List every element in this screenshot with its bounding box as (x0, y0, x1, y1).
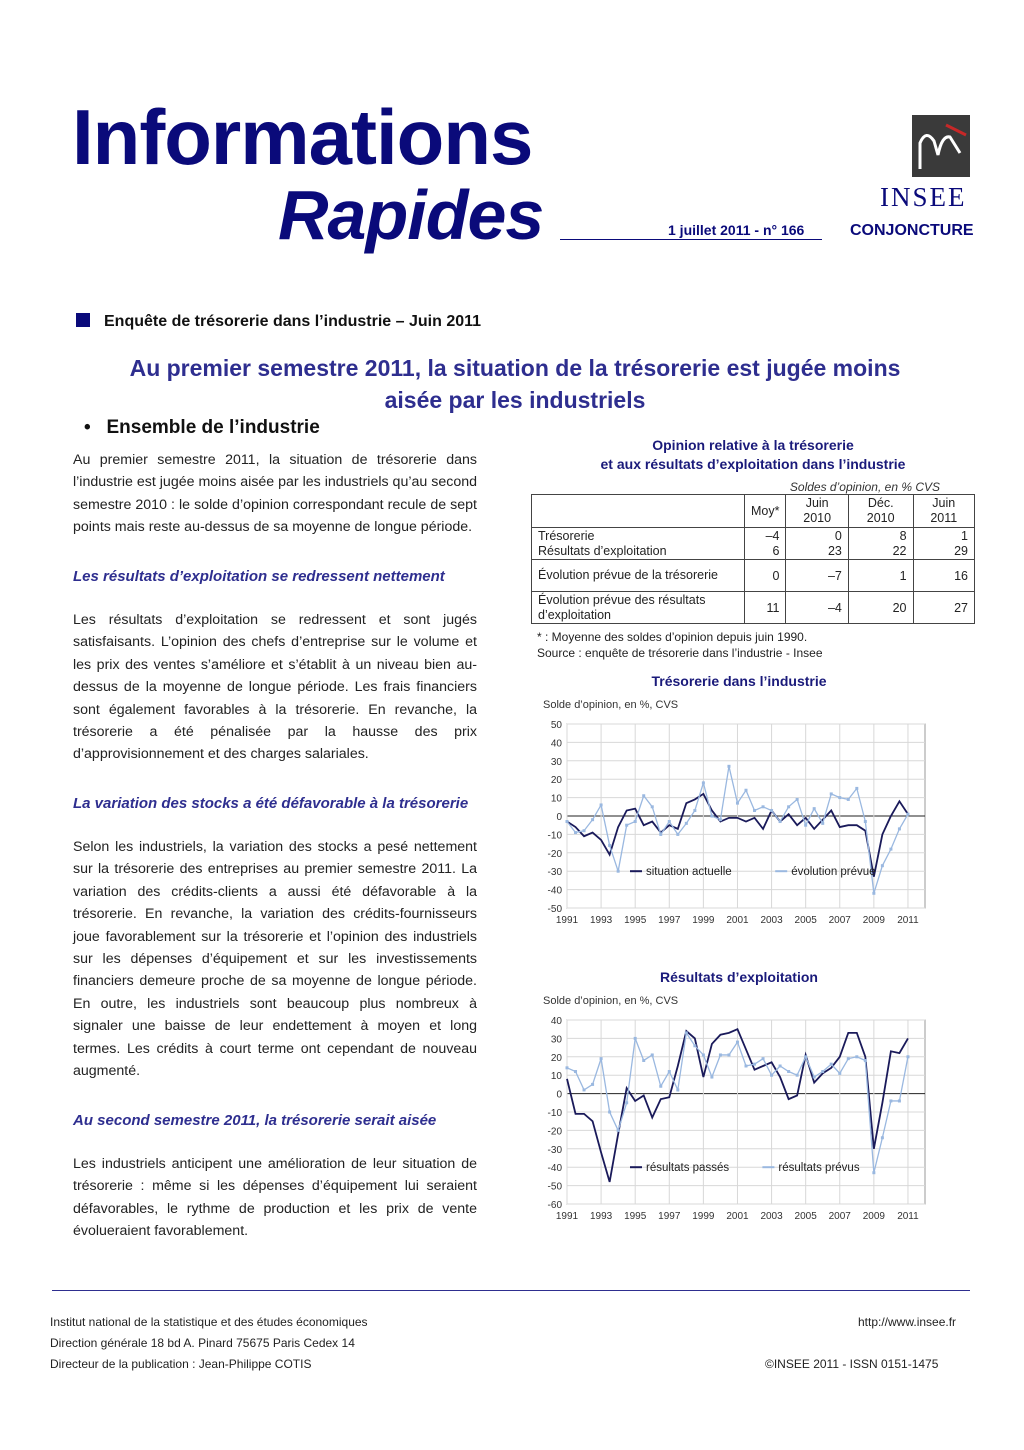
x-tick-label: 1995 (624, 1211, 647, 1222)
data-point (864, 820, 867, 823)
x-tick-label: 1999 (692, 1211, 715, 1222)
cell: 1 (848, 560, 913, 592)
data-point (668, 1070, 671, 1073)
data-point (608, 1111, 611, 1114)
data-point (736, 1041, 739, 1044)
y-tick-label: -60 (547, 1200, 562, 1211)
y-tick-label: -40 (547, 885, 562, 897)
data-point (796, 1074, 799, 1077)
data-point (702, 1053, 705, 1056)
table-title-line1: Opinion relative à la trésorerie (652, 437, 854, 453)
y-tick-label: 40 (550, 1016, 562, 1027)
legend-label: résultats passés (646, 1162, 730, 1175)
x-tick-label: 1995 (624, 915, 647, 926)
row-label-evolution-resultats: Évolution prévue des résultats d’exploitation (532, 592, 745, 624)
x-tick-label: 2009 (862, 1211, 885, 1222)
cell: 23 (786, 544, 848, 560)
subheading-stocks: La variation des stocks a été défavorable à la trésorerie (73, 795, 469, 812)
data-point (855, 1055, 858, 1058)
footer-line-direction: Direction générale 18 bd A. Pinard 75675 Paris Cedex 14 (50, 1336, 355, 1350)
x-tick-label: 1991 (555, 1211, 579, 1222)
footer-line-institute: Institut national de la statistique et des études économiques (50, 1315, 368, 1329)
data-point (872, 892, 875, 895)
x-tick-label: 2001 (726, 915, 749, 926)
chart-ylabel: Solde d’opinion, en %, CVS (543, 699, 679, 711)
data-point (566, 820, 569, 823)
legend-label: situation actuelle (646, 866, 732, 879)
table-corner (532, 495, 745, 528)
data-point (566, 1066, 569, 1069)
data-point (864, 1059, 867, 1062)
cell: 0 (745, 560, 786, 592)
table-units: Soldes d’opinion, en % CVS (789, 480, 940, 494)
data-point (847, 1057, 850, 1060)
table-row (532, 528, 975, 544)
paragraph-resultats: Les résultats d’exploitation se redressent et sont jugés satisfaisants. L’opinion des chefs d’entreprise sur le volume et les prix des ventes s’améliore et s’établit à un niveau bien au-dessus de la moyenne de longue période. Les frais financiers sont également favorables à la trésorerie. En revanche, la trésorerie a été pénalisée par la hausse des prix d’approvisionnement et des charges salariales. (73, 612, 477, 763)
x-tick-label: 1999 (692, 915, 715, 926)
data-point (719, 1053, 722, 1056)
data-point (719, 818, 722, 821)
masthead-title-informations: Informations (72, 93, 533, 181)
footer-rule (52, 1290, 970, 1291)
paragraph-intro: Au premier semestre 2011, la situation de trésorerie dans l’industrie est jugée moins aisée par les industriels qu’au second semestre 2010 : le solde d’opinion correspondant recule de sept points mais reste au-dessus de sa moyenne de longue période. (73, 452, 477, 536)
data-point (685, 822, 688, 825)
data-point (617, 870, 620, 873)
x-tick-label: 2005 (794, 1211, 817, 1222)
footer-copyright: ©INSEE 2011 - ISSN 0151-1475 (765, 1357, 939, 1371)
data-point (617, 1129, 620, 1132)
data-point (634, 820, 637, 823)
table-title-line2: et aux résultats d’exploitation dans l’industrie (600, 456, 906, 472)
x-tick-label: 2003 (760, 915, 783, 926)
data-point (787, 1070, 790, 1073)
data-point (881, 1136, 884, 1139)
masthead-rule (560, 239, 822, 240)
cell: –4 (786, 592, 848, 624)
data-point (779, 1065, 782, 1068)
data-point (898, 1099, 901, 1102)
y-tick-label: -10 (547, 1108, 562, 1119)
x-tick-label: 1991 (555, 915, 579, 926)
chart-tresorerie (530, 668, 976, 930)
cell: 6 (745, 544, 786, 560)
data-point (745, 1065, 748, 1068)
data-point (770, 1074, 773, 1077)
data-point (591, 818, 594, 821)
data-point (651, 805, 654, 808)
insee-wordmark: INSEE (880, 182, 967, 212)
y-tick-label: 10 (550, 1071, 562, 1083)
bullet-dot-icon: • (84, 417, 91, 438)
data-point (676, 1088, 679, 1091)
data-point (727, 765, 730, 768)
data-point (813, 1076, 816, 1079)
legend-label: évolution prévue (791, 866, 876, 879)
series-label: CONJONCTURE (850, 222, 974, 239)
x-tick-label: 1997 (658, 915, 681, 926)
x-tick-label: 1997 (658, 1211, 681, 1222)
page-headline: Au premier semestre 2011, la situation de la trésorerie est jugée moins aisée par les industriels (129, 355, 901, 413)
cell: 16 (913, 560, 974, 592)
data-point (642, 794, 645, 797)
data-point (710, 815, 713, 818)
data-point (736, 802, 739, 805)
data-point (787, 805, 790, 808)
cell: 1 (913, 528, 974, 544)
data-point (727, 1053, 730, 1056)
data-point (898, 827, 901, 830)
x-tick-label: 2011 (897, 915, 919, 926)
data-point (872, 1171, 875, 1174)
col-header-juin-2011: Juin 2011 (913, 495, 974, 528)
data-point (813, 807, 816, 810)
bullet-square-icon (76, 313, 90, 327)
footer-line-director: Directeur de la publication : Jean-Philippe COTIS (50, 1357, 312, 1371)
data-point (668, 820, 671, 823)
row-label-resultats: Résultats d’exploitation (532, 544, 745, 560)
insee-logo-icon (912, 115, 970, 177)
x-tick-label: 2007 (828, 915, 851, 926)
y-tick-label: 20 (550, 775, 562, 787)
table-row (532, 544, 975, 560)
data-point (830, 792, 833, 795)
data-point (659, 833, 662, 836)
paragraph-stocks: Selon les industriels, la variation des stocks a pesé nettement sur la trésorerie des entreprises au premier semestre 2011. La variation des crédits-clients a aussi été défavorable à la trésorerie. En revanche, la variation des crédits-fournisseurs joue favorablement sur la trésorerie et l’opinion des industriels sur les dépenses d’équipement et sur les investissements financiers demeure proche de sa moyenne de longue période. En outre, les industriels sont beaucoup plus nombreux à signaler une baisse de leur endettement à moyen et long termes. Les crédits à court terme ont cependant de nouveau augmenté. (73, 839, 477, 1080)
y-tick-label: 10 (550, 793, 562, 805)
table-title (530, 436, 976, 474)
y-tick-label: -10 (547, 830, 562, 842)
data-point (779, 820, 782, 823)
data-point (753, 809, 756, 812)
y-tick-label: -50 (547, 904, 562, 915)
data-point (659, 1085, 662, 1088)
cell: 11 (745, 592, 786, 624)
data-point (625, 1101, 628, 1104)
x-tick-label: 2003 (760, 1211, 783, 1222)
data-point (821, 1070, 824, 1073)
row-label-evolution-tresorerie: Évolution prévue de la trésorerie (532, 560, 745, 592)
cell: –4 (745, 528, 786, 544)
data-point (591, 1083, 594, 1086)
data-point (583, 1088, 586, 1091)
subheading-second-semestre: Au second semestre 2011, la trésorerie serait aisée (73, 1112, 437, 1129)
section-heading-text: Ensemble de l’industrie (106, 417, 320, 438)
footer-address (50, 1312, 368, 1375)
y-tick-label: -30 (547, 867, 562, 879)
chart-title: Trésorerie dans l’industrie (651, 673, 827, 689)
paragraph-second-semestre: Les industriels anticipent une amélioration de leur situation de trésorerie : même si les dépenses d’équipement lui seraient défavorables, le rythme de production et les prix de vente évolueraient favorablement. (73, 1156, 477, 1240)
data-point (574, 831, 577, 834)
data-point (625, 824, 628, 827)
y-tick-label: -20 (547, 1126, 562, 1138)
data-point (583, 829, 586, 832)
data-point (608, 844, 611, 847)
cell: 20 (848, 592, 913, 624)
legend-label: résultats prévus (778, 1162, 860, 1175)
y-tick-label: -20 (547, 848, 562, 860)
masthead-title-rapides: Rapides (278, 176, 544, 254)
x-tick-label: 2011 (897, 1211, 919, 1222)
cell: –7 (786, 560, 848, 592)
data-point (762, 805, 765, 808)
cell: 0 (786, 528, 848, 544)
cell: 29 (913, 544, 974, 560)
x-tick-label: 2007 (828, 1211, 851, 1222)
data-point (821, 822, 824, 825)
row-label-tresorerie: Trésorerie (532, 528, 745, 544)
data-point (847, 798, 850, 801)
data-point (693, 809, 696, 812)
col-header-dec-2010: Déc. 2010 (848, 495, 913, 528)
table-source: Source : enquête de trésorerie dans l’industrie - Insee (537, 646, 823, 660)
data-point (651, 1053, 654, 1056)
y-tick-label: 20 (550, 1052, 562, 1064)
data-point (753, 1063, 756, 1066)
data-point (762, 1057, 765, 1060)
data-point (855, 787, 858, 790)
data-point (634, 1037, 637, 1040)
x-tick-label: 1993 (589, 1211, 613, 1222)
table-footnote: * : Moyenne des soldes d’opinion depuis juin 1990. (537, 630, 808, 644)
data-point (600, 803, 603, 806)
data-point (889, 848, 892, 851)
data-point (889, 1099, 892, 1102)
x-tick-label: 2005 (794, 915, 817, 926)
data-point (830, 1063, 833, 1066)
col-header-moy: Moy* (745, 495, 786, 528)
x-tick-label: 2009 (862, 915, 885, 926)
cell: 22 (848, 544, 913, 560)
subheading-resultats: Les résultats d’exploitation se redressent nettement (73, 568, 445, 585)
y-tick-label: 30 (550, 1034, 562, 1046)
data-point (906, 813, 909, 816)
opinion-table (531, 494, 975, 624)
chart-ylabel: Solde d’opinion, en %, CVS (543, 995, 679, 1007)
survey-label: Enquête de trésorerie dans l’industrie – Juin 2011 (104, 313, 482, 330)
section-heading (84, 417, 320, 439)
chart-title: Résultats d’exploitation (660, 969, 818, 985)
data-point (745, 789, 748, 792)
chart-resultats (530, 964, 976, 1226)
y-tick-label: -50 (547, 1181, 562, 1193)
table-row (532, 592, 975, 624)
col-header-juin-2010: Juin 2010 (786, 495, 848, 528)
data-point (796, 798, 799, 801)
cell: 8 (848, 528, 913, 544)
y-tick-label: -40 (547, 1163, 562, 1175)
data-point (693, 1044, 696, 1047)
y-tick-label: 0 (556, 812, 562, 823)
data-point (770, 809, 773, 812)
table-row (532, 560, 975, 592)
y-tick-label: -30 (547, 1144, 562, 1156)
data-point (804, 1055, 807, 1058)
data-point (804, 824, 807, 827)
x-tick-label: 2001 (726, 1211, 749, 1222)
y-tick-label: 0 (556, 1089, 562, 1101)
cell: 27 (913, 592, 974, 624)
data-point (702, 781, 705, 784)
data-point (642, 1059, 645, 1062)
footer-url-link[interactable]: http://www.insee.fr (858, 1315, 957, 1329)
x-tick-label: 1993 (589, 915, 613, 926)
y-tick-label: 30 (550, 756, 562, 768)
data-point (574, 1070, 577, 1073)
data-point (881, 864, 884, 867)
data-point (838, 1072, 841, 1075)
issue-number: 1 juillet 2011 - n° 166 (668, 222, 805, 238)
data-point (906, 1055, 909, 1058)
data-point (685, 1031, 688, 1034)
data-point (710, 1076, 713, 1079)
data-point (838, 796, 841, 799)
table-header-row (532, 495, 975, 528)
data-point (676, 833, 679, 836)
data-point (600, 1057, 603, 1060)
y-tick-label: 40 (550, 738, 562, 750)
y-tick-label: 50 (550, 720, 562, 731)
